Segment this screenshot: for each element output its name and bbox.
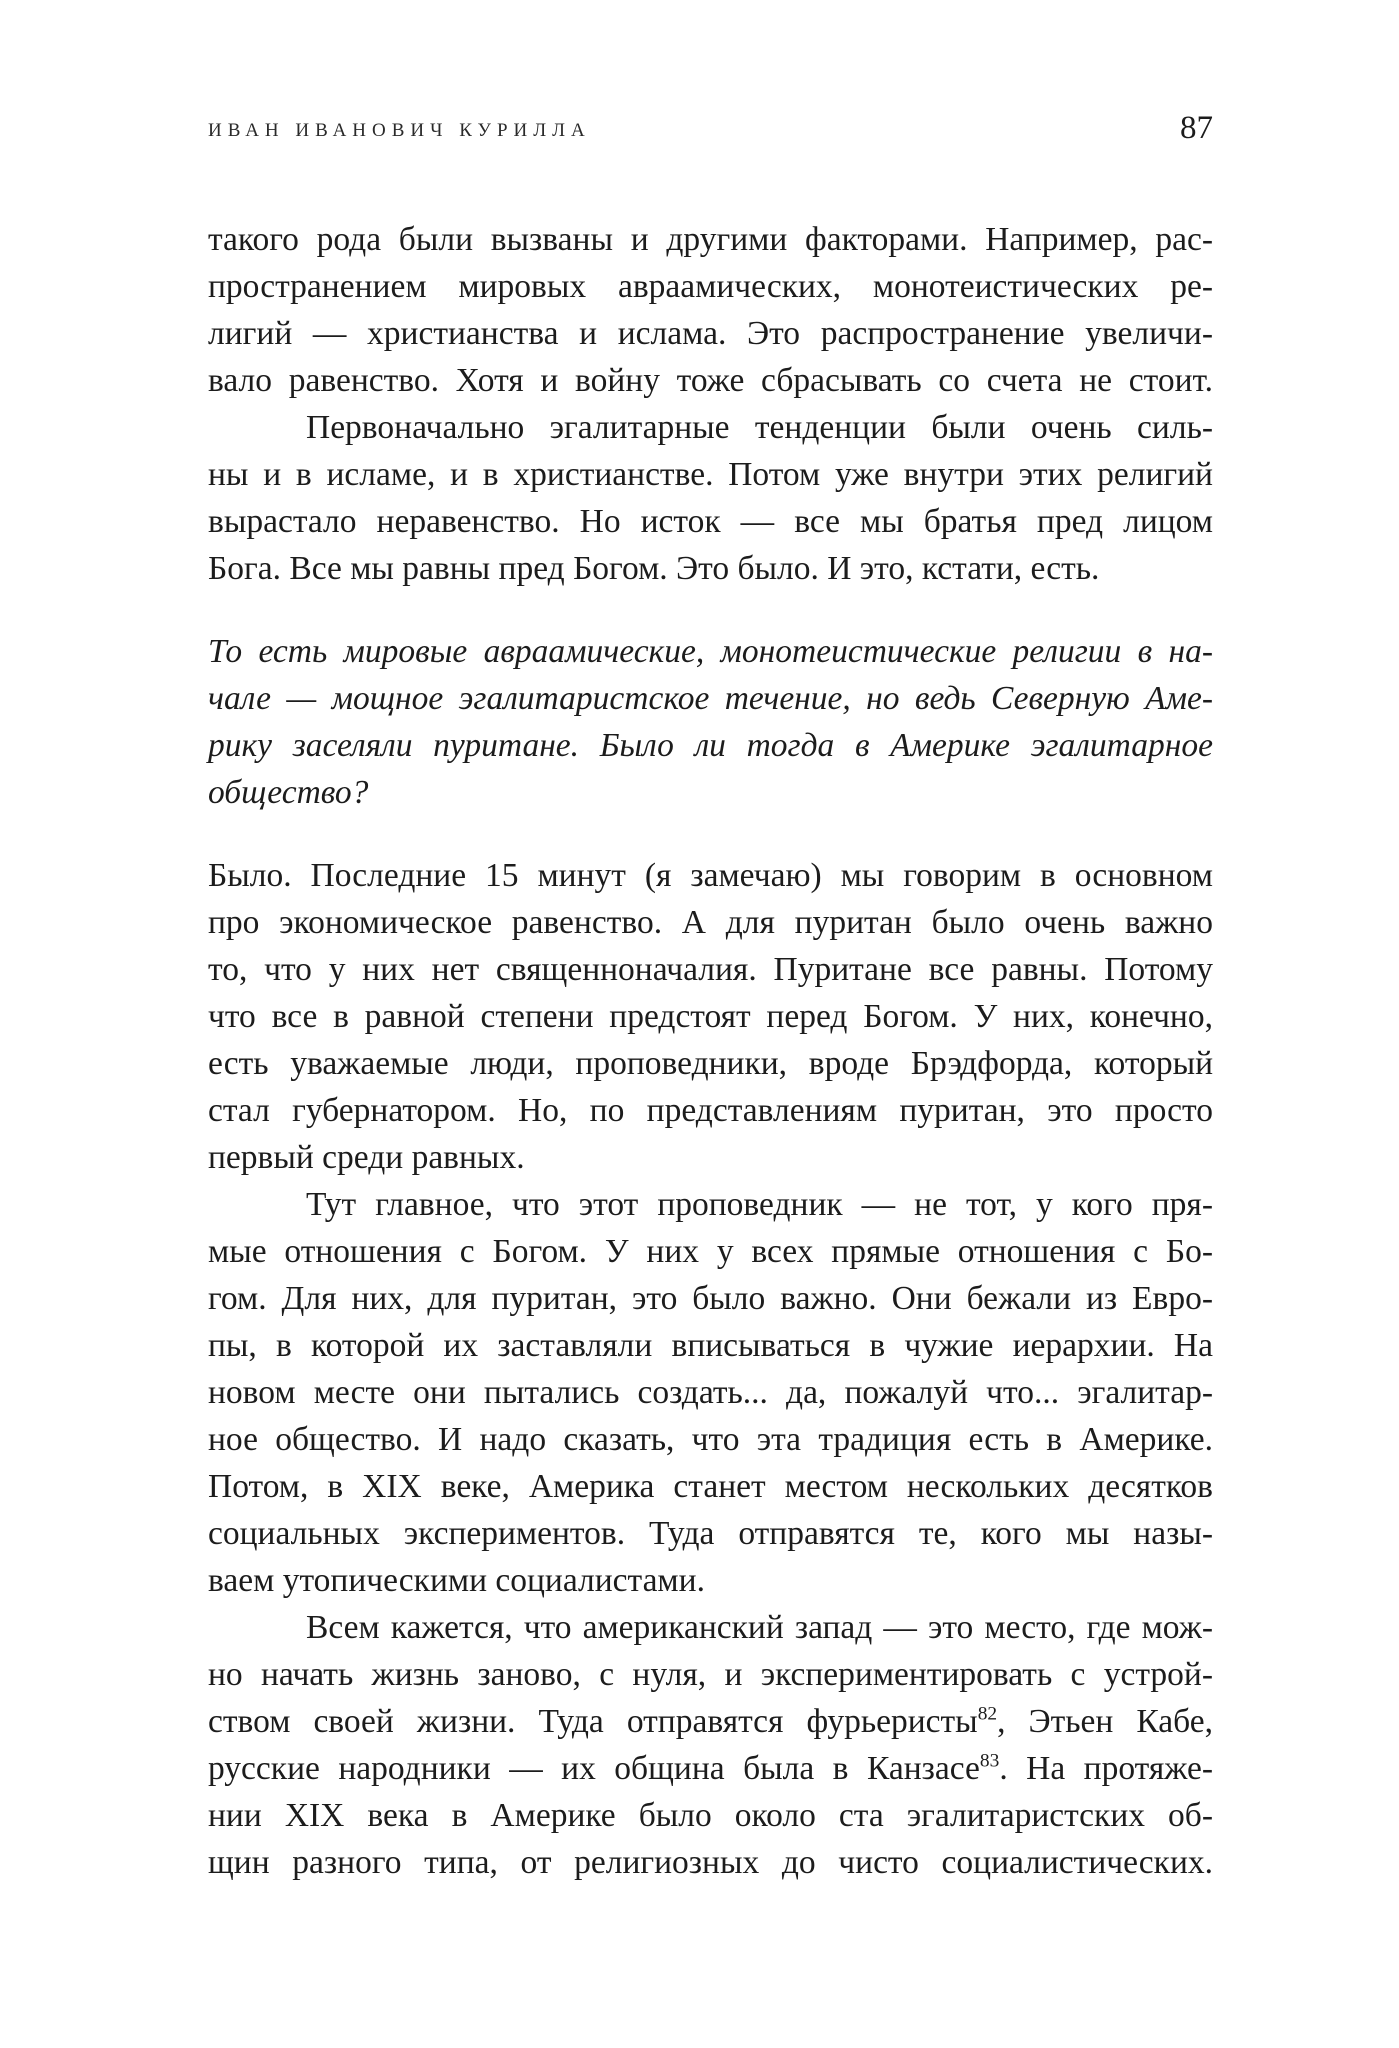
text-line: гом. Для них, для пуритан, это было важно. Они бежали из Евро- (208, 1280, 1213, 1317)
text-line: То есть мировые авраамические, монотеистические религии в на- (208, 633, 1213, 670)
answer-paragraph-3 (208, 1604, 1213, 1886)
text-line: про экономическое равенство. А для пуритан было очень важно (208, 904, 1213, 941)
text-line (208, 1745, 1213, 1792)
answer-paragraph-1 (208, 852, 1213, 1181)
paragraph-1 (208, 216, 1213, 404)
text-line: лигий — христианства и ислама. Это распространение увеличи- (208, 315, 1213, 352)
text-line: нии XIX века в Америке было около ста эгалитаристских об- (208, 1797, 1213, 1834)
text-line: Всем кажется, что американский запад — это место, где мож- (306, 1609, 1213, 1646)
footnote-ref[interactable]: 83 (979, 1750, 1000, 1772)
text-line: новом месте они пытались создать... да, пожалуй что... эгалитар- (208, 1374, 1213, 1411)
text-line: Бога. Все мы равны пред Богом. Это было. И это, кстати, есть. (208, 550, 1100, 587)
page-number: 87 (1180, 110, 1213, 146)
paragraph-2 (208, 404, 1213, 592)
text-line: социальных экспериментов. Туда отправятся те, кого мы назы- (208, 1515, 1213, 1552)
text-line: мые отношения с Богом. У них у всех прямые отношения с Бо- (208, 1233, 1213, 1270)
text-line: пы, в которой их заставляли вписываться в чужие иерархии. На (208, 1327, 1213, 1364)
text-line: чале — мощное эгалитаристское течение, но ведь Северную Аме- (208, 680, 1213, 717)
text-fragment: русские народники — их община была в Канзасе (208, 1750, 980, 1787)
interviewer-question (208, 628, 1213, 816)
text-line: вырастало неравенство. Но исток — все мы братья пред лицом (208, 503, 1213, 540)
footnote-ref[interactable]: 82 (977, 1703, 998, 1725)
text-line: но начать жизнь заново, с нуля, и экспериментировать с устрой- (208, 1656, 1213, 1693)
text-line: вало равенство. Хотя и войну тоже сбрасывать со счета не стоит. (208, 362, 1213, 399)
text-line: ваем утопическими социалистами. (208, 1562, 705, 1599)
text-line: рику заселяли пуритане. Было ли тогда в Америке эгалитарное (208, 727, 1213, 764)
text-fragment: ством своей жизни. Туда отправятся фурьеристы (208, 1703, 978, 1740)
text-line: Тут главное, что этот проповедник — не тот, у кого пря- (306, 1186, 1213, 1223)
text-line: Первоначально эгалитарные тенденции были очень силь- (306, 409, 1213, 446)
text-line: ны и в исламе, и в христианстве. Потом уже внутри этих религий (208, 456, 1213, 493)
text-line: Потом, в XIX веке, Америка станет местом нескольких десятков (208, 1468, 1213, 1505)
text-line: общество? (208, 774, 369, 811)
answer-paragraph-2 (208, 1181, 1213, 1604)
text-line: есть уважаемые люди, проповедники, вроде Брэдфорда, который (208, 1045, 1213, 1082)
text-line: стал губернатором. Но, по представлениям пуритан, это просто (208, 1092, 1213, 1129)
text-line: такого рода были вызваны и другими факторами. Например, рас- (208, 221, 1213, 258)
running-head: ИВАН ИВАНОВИЧ КУРИЛЛА (208, 120, 591, 141)
text-line: ное общество. И надо сказать, что эта традиция есть в Америке. (208, 1421, 1213, 1458)
text-line: то, что у них нет священноначалия. Пуритане все равны. Потому (208, 951, 1213, 988)
text-fragment: , Этьен Кабе, (997, 1703, 1213, 1740)
text-line: пространением мировых авраамических, монотеистических ре- (208, 268, 1213, 305)
text-fragment: . На протяже- (999, 1750, 1213, 1787)
text-line: что все в равной степени предстоят перед Богом. У них, конечно, (208, 998, 1213, 1035)
text-line: первый среди равных. (208, 1139, 525, 1176)
text-line: щин разного типа, от религиозных до чисто социалистических. (208, 1844, 1213, 1881)
text-line: Было. Последние 15 минут (я замечаю) мы говорим в основном (208, 857, 1213, 894)
text-line (208, 1698, 1213, 1745)
